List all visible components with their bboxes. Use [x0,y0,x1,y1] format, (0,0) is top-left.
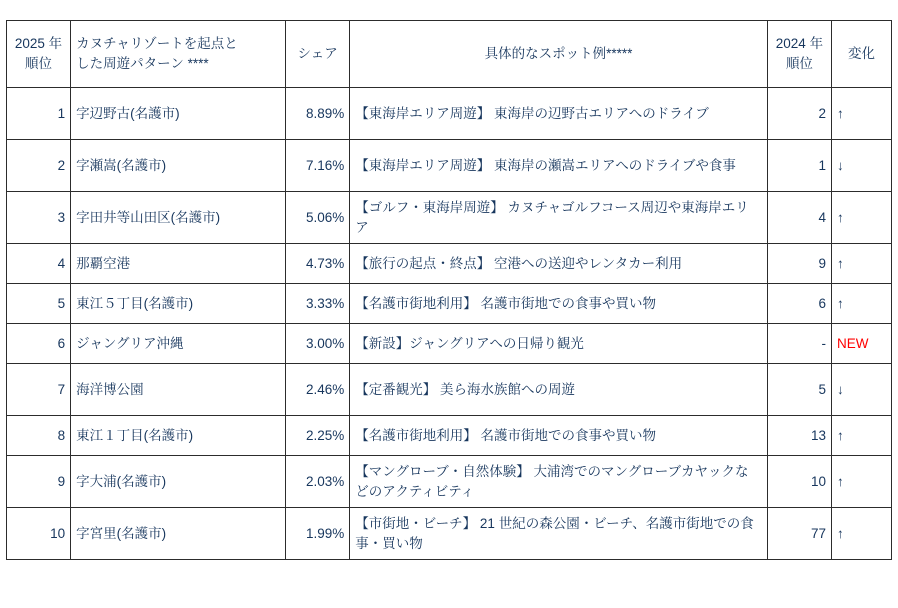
cell-rank-2025: 1 [7,88,71,140]
table-row [7,284,892,324]
cell-rank-2024: 10 [767,456,831,508]
cell-pattern: 字田井等山田区(名護市) [71,192,286,244]
cell-rank-2024: 13 [767,416,831,456]
cell-rank-2025: 8 [7,416,71,456]
cell-share: 5.06% [286,192,350,244]
table-row [7,140,892,192]
table-row [7,508,892,560]
column-header-rank-2025: 2025 年 順位 [7,21,71,88]
cell-spots: 【新設】ジャングリアへの日帰り観光 [350,324,768,364]
cell-spots: 【市街地・ビーチ】 21 世紀の森公園・ビーチ、名護市街地での食事・買い物 [350,508,768,560]
cell-pattern: 字大浦(名護市) [71,456,286,508]
cell-change: ↑ [831,244,891,284]
table-row [7,244,892,284]
cell-pattern: 東江５丁目(名護市) [71,284,286,324]
cell-spots: 【名護市街地利用】 名護市街地での食事や買い物 [350,284,768,324]
status-badge-new: NEW [831,324,891,364]
table-row [7,416,892,456]
cell-spots: 【マングローブ・自然体験】 大浦湾でのマングローブカヤックなどのアクティビティ [350,456,768,508]
cell-pattern: 字瀬嵩(名護市) [71,140,286,192]
cell-rank-2024: 6 [767,284,831,324]
cell-share: 1.99% [286,508,350,560]
cell-rank-2024: 9 [767,244,831,284]
cell-share: 8.89% [286,88,350,140]
cell-share: 2.25% [286,416,350,456]
column-header-change: 変化 [831,21,891,88]
cell-pattern: 字宮里(名護市) [71,508,286,560]
table-row [7,364,892,416]
cell-share: 4.73% [286,244,350,284]
cell-spots: 【定番観光】 美ら海水族館への周遊 [350,364,768,416]
cell-change: ↓ [831,364,891,416]
cell-change: ↑ [831,284,891,324]
cell-rank-2025: 4 [7,244,71,284]
cell-spots: 【東海岸エリア周遊】 東海岸の瀬嵩エリアへのドライブや食事 [350,140,768,192]
cell-rank-2025: 3 [7,192,71,244]
cell-rank-2025: 2 [7,140,71,192]
cell-share: 7.16% [286,140,350,192]
column-header-pattern: カヌチャリゾートを起点と した周遊パターン **** [71,21,286,88]
cell-rank-2024: 5 [767,364,831,416]
column-header-share: シェア [286,21,350,88]
cell-share: 3.33% [286,284,350,324]
cell-spots: 【東海岸エリア周遊】 東海岸の辺野古エリアへのドライブ [350,88,768,140]
table-body [7,88,892,560]
cell-rank-2025: 7 [7,364,71,416]
cell-rank-2025: 10 [7,508,71,560]
cell-change: ↑ [831,192,891,244]
cell-pattern: 那覇空港 [71,244,286,284]
cell-share: 2.03% [286,456,350,508]
cell-rank-2025: 5 [7,284,71,324]
cell-rank-2024: 4 [767,192,831,244]
cell-rank-2025: 9 [7,456,71,508]
cell-rank-2024: 2 [767,88,831,140]
cell-spots: 【名護市街地利用】 名護市街地での食事や買い物 [350,416,768,456]
cell-pattern: 東江１丁目(名護市) [71,416,286,456]
cell-change: ↑ [831,416,891,456]
table-row [7,324,892,364]
column-header-spots: 具体的なスポット例***** [350,21,768,88]
cell-spots: 【旅行の起点・終点】 空港への送迎やレンタカー利用 [350,244,768,284]
cell-change: ↓ [831,140,891,192]
cell-share: 2.46% [286,364,350,416]
table-row [7,456,892,508]
cell-change: ↑ [831,456,891,508]
cell-rank-2024: 1 [767,140,831,192]
cell-share: 3.00% [286,324,350,364]
cell-pattern: 海洋博公園 [71,364,286,416]
cell-rank-2025: 6 [7,324,71,364]
cell-change: ↑ [831,508,891,560]
header-row [7,21,892,88]
column-header-rank-2024: 2024 年 順位 [767,21,831,88]
table-row [7,192,892,244]
cell-rank-2024: - [767,324,831,364]
table-row [7,88,892,140]
cell-pattern: 字辺野古(名護市) [71,88,286,140]
cell-rank-2024: 77 [767,508,831,560]
table-header [7,21,892,88]
cell-spots: 【ゴルフ・東海岸周遊】 カヌチャゴルフコース周辺や東海岸エリア [350,192,768,244]
cell-pattern: ジャングリア沖縄 [71,324,286,364]
ranking-table [6,20,892,560]
cell-change: ↑ [831,88,891,140]
